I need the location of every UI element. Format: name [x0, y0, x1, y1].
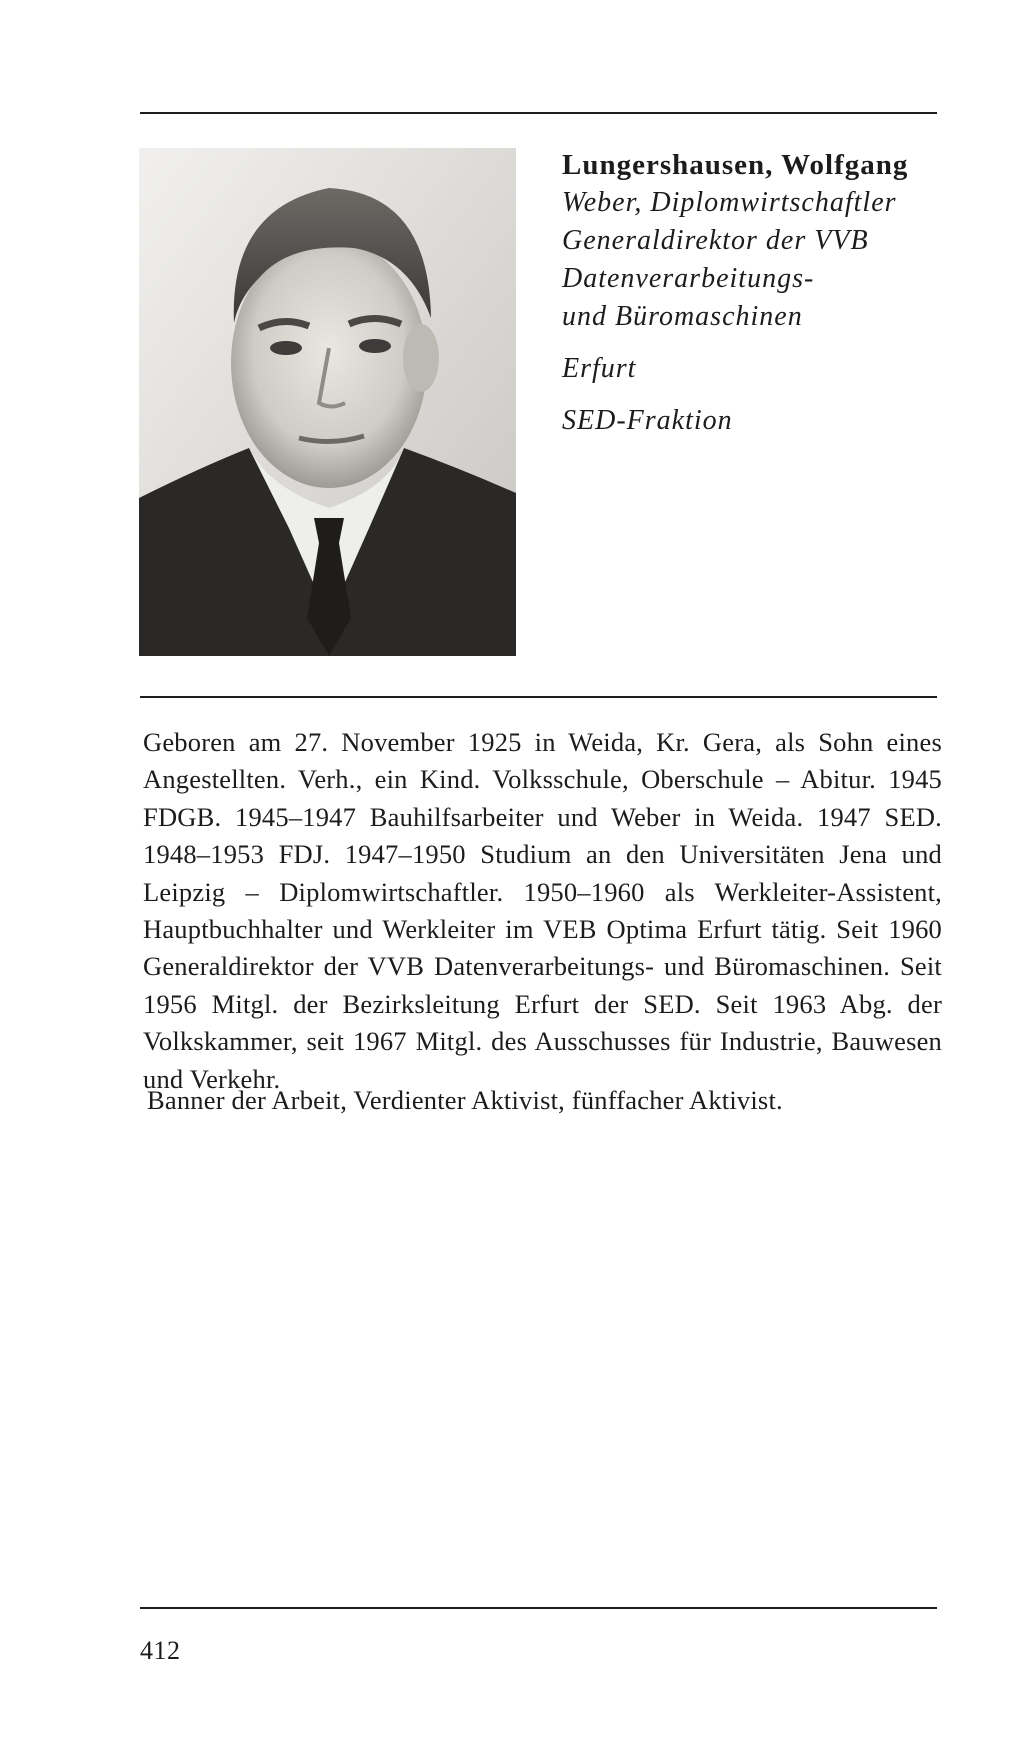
- portrait-photo: [139, 148, 516, 656]
- person-name: Lungershausen, Wolfgang: [562, 149, 909, 181]
- profession: Weber, Diplomwirtschaftler: [562, 187, 897, 218]
- top-rule: [140, 112, 937, 114]
- middle-rule: [140, 696, 937, 698]
- position-line-1: Generaldirektor der VVB: [562, 225, 869, 256]
- entry-caption: [562, 146, 942, 440]
- position-line-2: Datenverarbeitungs-: [562, 263, 815, 294]
- position-line-3: und Büromaschinen: [562, 301, 803, 332]
- biography-paragraph: Geboren am 27. November 1925 in Weida, Kr. Gera, als Sohn eines Angestellten. Verh., ein Kind. Volksschule, Oberschule – Abitur. 1945 FDGB. 1945–1947 Bauhilfsarbeiter und Weber in Weida. 1947 SED. 1948–1953 FDJ. 1947–1950 Studium an den Universitäten Jena und Leipzig – Diplomwirtschaftler. 1950–1960 als Werkleiter-Assistent, Hauptbuchhalter und Werkleiter im VEB Optima Erfurt tätig. Seit 1960 Generaldirektor der VVB Datenverarbeitungs- und Büromaschinen. Seit 1956 Mitgl. der Bezirksleitung Erfurt der SED. Seit 1963 Abg. der Volkskammer, seit 1967 Mitgl. des Ausschusses für Industrie, Bauwesen und Verkehr.: [143, 727, 942, 1094]
- awards-text: Banner der Arbeit, Verdienter Aktivist, fünffacher Aktivist.: [147, 1085, 783, 1115]
- page-number: 412: [140, 1636, 181, 1665]
- city: Erfurt: [562, 353, 637, 384]
- faction: SED-Fraktion: [562, 405, 733, 436]
- biography-text: [143, 724, 942, 1098]
- bottom-rule: [140, 1607, 937, 1609]
